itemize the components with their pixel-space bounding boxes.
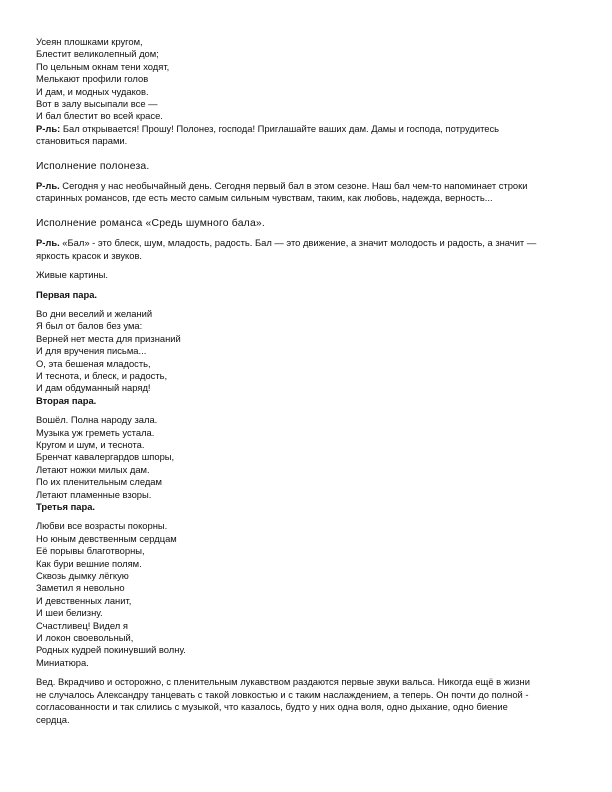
speech-text: «Бал» - это блеск, шум, младость, радость. Бал — это движение, а значит молодость и радость, а значит — [59,237,537,249]
speech-text: старинных романсов, где есть место самым сильным чувствам, таким, как любовь, надежда, верность... [36,192,493,204]
section-heading: Исполнение романса «Средь шумного бала». [36,217,265,229]
poem-line: Но юным девственным сердцам [36,532,177,544]
paragraph-line: Вед. Вкрадчиво и осторожно, с пленительным лукавством раздаются первые звуки вальса. Никогда ещё в жизни [36,676,530,688]
speech-text: Бал открывается! Прошу! Полонез, господа! Приглашайте ваших дам. Дамы и господа, потрудитесь [60,122,500,134]
speaker-label: Р-ль. [36,237,60,249]
poem-line: И локон своевольный, [36,632,134,644]
poem-line: Вот в залу высыпали все — [36,98,158,110]
pair-label: Третья пара. [36,501,96,512]
speech-text: становиться парами. [36,135,128,147]
poem-line: Верней нет места для признаний [36,332,181,344]
poem-line: О, эта бешеная младость, [36,357,151,369]
living-pictures-label: Живые картины. [36,269,109,281]
poem-line: Летают пламенные взоры. [36,488,152,500]
speech-paragraph [36,237,582,262]
poem-line: И шеи белизну. [36,607,103,619]
poem-line: Бренчат кавалергардов шпоры, [36,451,175,463]
poem-line: И бал блестит во всей красе. [36,110,163,122]
poem-line: И теснота, и блеск, и радость, [36,369,168,381]
poem-line: Вошёл. Полна народу зала. [36,414,158,426]
poem-line: Счастливец! Видел я [36,619,128,631]
closing-paragraph [36,676,582,726]
poem-line: Мелькают профили голов [36,73,149,85]
poem-line: Я был от балов без ума: [36,320,143,332]
speech-paragraph [36,123,582,148]
poem-line: И дам обдуманный наряд! [36,382,151,394]
poem-line: Любви все возрасты покорны. [36,520,168,532]
poem-stanza [36,308,582,395]
poem-line: Как бури вешние полям. [36,557,142,569]
poem-line: И дам, и модных чудаков. [36,85,149,97]
poem-line: Родных кудрей покинувший волну. [36,644,186,656]
poem-line: Кругом и шум, и теснота. [36,438,145,450]
poem-intro [36,36,582,123]
pair-label: Вторая пара. [36,394,97,406]
poem-line: Во дни веселий и желаний [36,307,153,319]
poem-line: Усеян плошками кругом, [36,36,143,47]
speaker-label: Р-ль: [36,122,61,134]
poem-line: Её порывы благотворны, [36,545,145,557]
poem-stanza [36,414,582,501]
poem-line: Сквозь дымку лёгкую [36,570,129,582]
poem-line: Блестит великолепный дом; [36,48,159,60]
poem-line: Летают ножки милых дам. [36,463,150,475]
speech-text: яркость красок и звуков. [36,249,143,261]
poem-line: И девственных ланит, [36,594,132,606]
poem-line: Музыка уж греметь устала. [36,426,155,438]
paragraph-line: согласованности и так слились с музыкой, что казалось, будто у них одна воля, одно дыхание, одно биение [36,701,508,713]
speech-text: Сегодня у нас необычайный день. Сегодня первый бал в этом сезоне. Наш бал чем-то напоминает строки [59,180,528,192]
pair-label: Первая пара. [36,288,98,300]
poem-line: И для вручения письма... [36,345,147,357]
speech-paragraph [36,180,582,205]
paragraph-line: сердца. [36,713,70,725]
poem-line: По их пленительным следам [36,476,162,488]
poem-line: Миниатюра. [36,656,89,668]
speaker-label: Р-ль. [36,180,60,192]
section-heading: Исполнение полонеза. [36,160,150,172]
poem-line: Заметил я невольно [36,582,125,594]
poem-line: По цельным окнам тени ходят, [36,60,170,72]
poem-stanza [36,520,582,669]
document-body [36,36,582,726]
paragraph-line: не случалось Александру танцевать с такой ловкостью и с таким наслаждением, а теперь. Он почти до полной - [36,688,529,700]
